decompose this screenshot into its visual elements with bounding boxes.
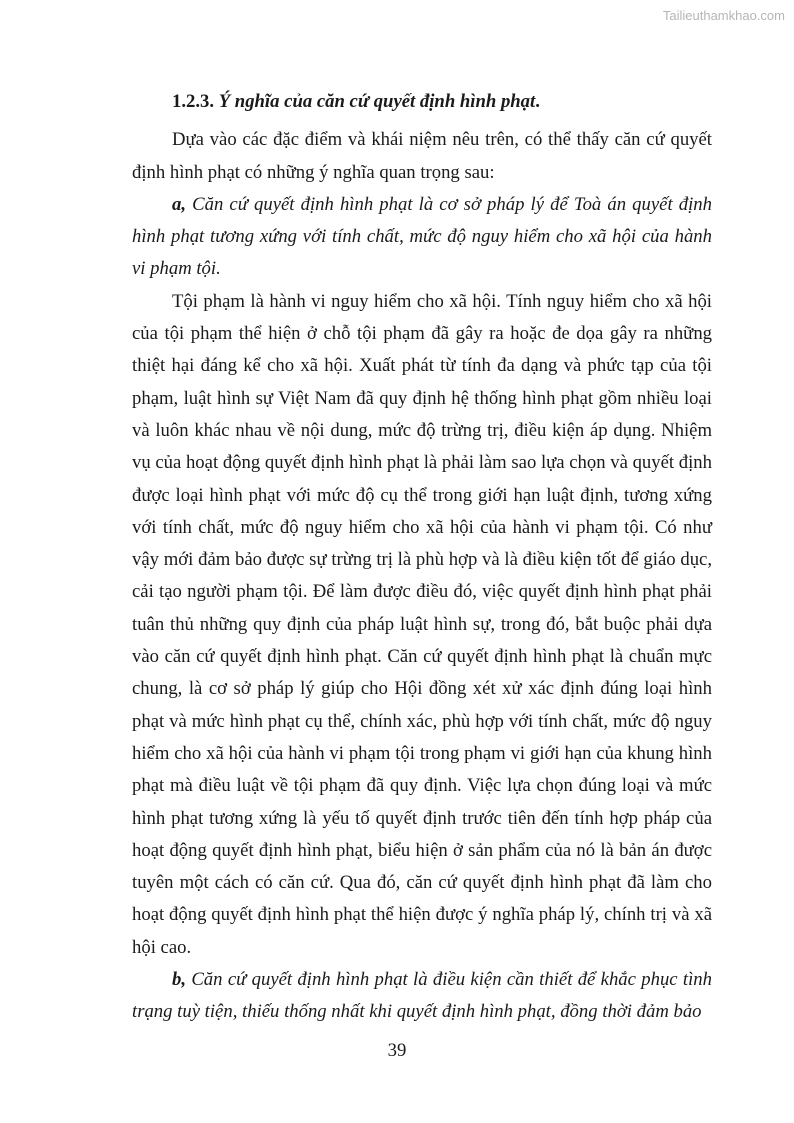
section-heading (132, 86, 712, 118)
section-title: Ý nghĩa của căn cứ quyết định hình phạt (218, 91, 536, 112)
body-paragraph: Tội phạm là hành vi nguy hiểm cho xã hội. Tính nguy hiểm cho xã hội của tội phạm thể hiện ở chỗ tội phạm đã gây ra hoặc đe dọa gây ra những thiệt hại đáng kể cho xã hội. Xuất phát từ tính đa dạng và phức tạp của tội phạm, luật hình sự Việt Nam đã quy định hệ thống hình phạt gồm nhiều loại và luôn khác nhau về nội dung, mức độ trừng trị, điều kiện áp dụng. Nhiệm vụ của hoạt động quyết định hình phạt là phải làm sao lựa chọn và quyết định được loại hình phạt với mức độ cụ thể trong giới hạn luật định, tương xứng với tính chất, mức độ nguy hiểm cho xã hội của hành vi phạm tội. Có như vậy mới đảm bảo được sự trừng trị là phù hợp và là điều kiện tốt để giáo dục, cải tạo người phạm tội. Để làm được điều đó, việc quyết định hình phạt phải tuân thủ những quy định của pháp luật hình sự, trong đó, bắt buộc phải dựa vào căn cứ quyết định hình phạt. Căn cứ quyết định hình phạt là chuẩn mực chung, là cơ sở pháp lý giúp cho Hội đồng xét xử xác định đúng loại hình phạt và mức hình phạt cụ thể, chính xác, phù hợp với tính chất, mức độ nguy hiểm cho xã hội của hành vi phạm tội trong phạm vi giới hạn của khung hình phạt mà điều luật về tội phạm đã quy định. Việc lựa chọn đúng loại và mức hình phạt tương xứng là yếu tố quyết định trước tiên đến tính hợp pháp của hoạt động quyết định hình phạt, biểu hiện ở sản phẩm của nó là bản án được tuyên một cách có căn cứ. Qua đó, căn cứ quyết định hình phạt đã làm cho hoạt động quyết định hình phạt thể hiện được ý nghĩa pháp lý, chính trị và xã hội cao. (132, 290, 712, 958)
section-title-end: . (535, 91, 540, 112)
point-b-paragraph (132, 964, 712, 1029)
page-number: 39 (387, 1040, 407, 1061)
point-a-paragraph (132, 189, 712, 286)
point-a-label: a, (172, 193, 187, 215)
watermark: Tailieuthamkhao.com (662, 8, 785, 23)
point-b-label: b, (172, 969, 187, 991)
page-body (132, 86, 712, 1029)
point-b-text: Căn cứ quyết định hình phạt là điều kiện cần thiết để khắc phục tình trạng tuỳ tiện, thiếu thống nhất khi quyết định hình phạt, đồng thời đảm bảo (132, 969, 712, 1023)
section-number: 1.2.3. (172, 91, 215, 112)
intro-paragraph: Dựa vào các đặc điểm và khái niệm nêu trên, có thể thấy căn cứ quyết định hình phạt có những ý nghĩa quan trọng sau: (132, 129, 712, 183)
point-a-text: Căn cứ quyết định hình phạt là cơ sở pháp lý để Toà án quyết định hình phạt tương xứng với tính chất, mức độ nguy hiểm cho xã hội của hành vi phạm tội. (132, 193, 712, 280)
